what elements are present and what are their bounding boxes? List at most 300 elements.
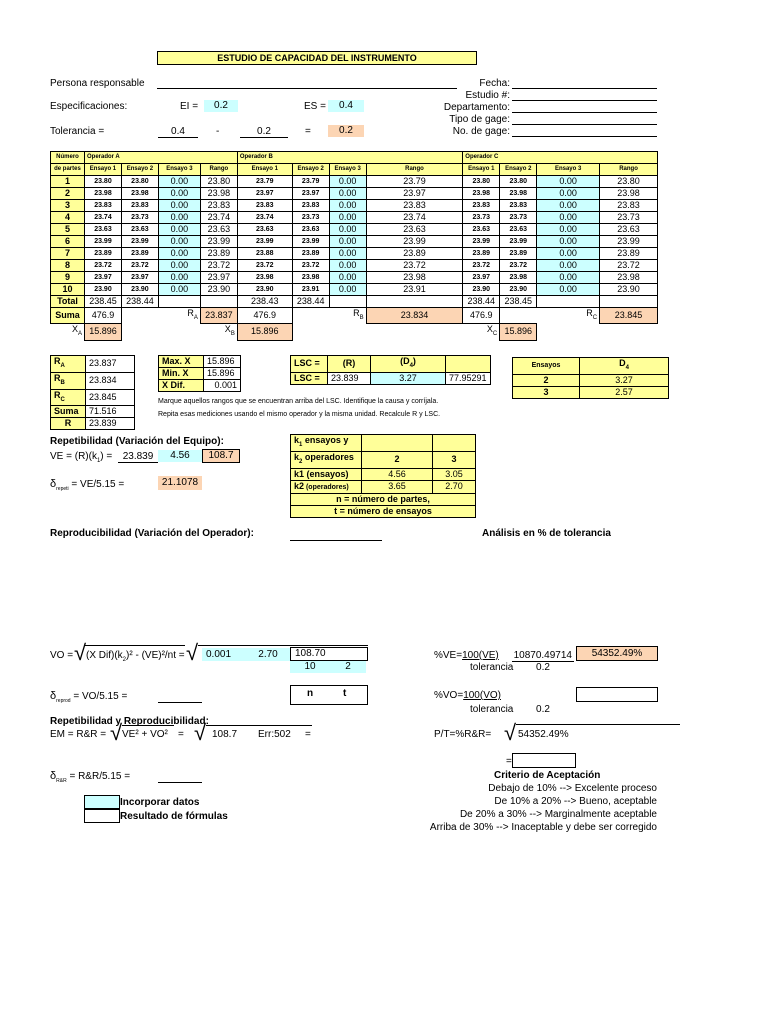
cell-cr: 23.98: [600, 272, 658, 284]
pve-label: %VE=100(VE): [434, 650, 499, 661]
cell-a3[interactable]: 0.00: [158, 188, 200, 200]
total-c1: 238.44: [463, 296, 500, 308]
sum-rb-value: 23.834: [86, 372, 135, 389]
sum-ra-label: $R_A$: [51, 356, 86, 373]
cell-n: 3: [51, 200, 85, 212]
cell-a1[interactable]: 23.80: [84, 176, 121, 188]
cell-a1[interactable]: 23.72: [84, 260, 121, 272]
criterio-1: Debajo de 10% --> Excelente proceso: [488, 783, 657, 794]
header-c-rango: Rango: [600, 164, 658, 176]
tipo-gage-line[interactable]: [512, 124, 657, 125]
lsc-result: 77.95291: [446, 372, 491, 384]
cell-b2[interactable]: 23.89: [292, 248, 329, 260]
cell-a1[interactable]: 23.74: [84, 212, 121, 224]
t-note: t = número de ensayos: [291, 505, 476, 517]
cell-c3[interactable]: 0.00: [537, 200, 600, 212]
cell-c3[interactable]: 0.00: [537, 176, 600, 188]
cell-c2[interactable]: 23.89: [500, 248, 537, 260]
cell-b3[interactable]: 0.00: [329, 260, 366, 272]
cell-a2[interactable]: 23.98: [121, 188, 158, 200]
table-row: [51, 224, 658, 236]
cell-b1[interactable]: 23.97: [237, 188, 292, 200]
vo-ve: 108.70: [290, 647, 368, 661]
cell-n: 4: [51, 212, 85, 224]
d4-header: $D_4$: [580, 358, 669, 375]
criterio-2: De 10% a 20% --> Bueno, aceptable: [494, 796, 657, 807]
sqrt-icon-5: √: [504, 720, 517, 745]
header-a-ensayo3: Ensayo 3: [158, 164, 200, 176]
d4-ensayos-header: Ensayos: [513, 358, 580, 375]
cell-c3[interactable]: 0.00: [537, 224, 600, 236]
pve-tol-value: 0.2: [536, 662, 550, 673]
cell-cr: 23.99: [600, 236, 658, 248]
cell-ar: 23.89: [200, 248, 237, 260]
header-b-ensayo3: Ensayo 3: [329, 164, 366, 176]
departamento-line[interactable]: [512, 112, 657, 113]
persona-label: Persona responsable: [50, 78, 145, 89]
cell-b2[interactable]: 23.63: [292, 224, 329, 236]
header-operador-b: Operador B: [237, 152, 462, 164]
vo-formula: (X $Dif)(k_2)^2 - (VE)^2/nt$ =: [86, 650, 185, 663]
cell-a1[interactable]: 23.97: [84, 272, 121, 284]
cell-n: 7: [51, 248, 85, 260]
tol-a: 0.4: [171, 126, 185, 137]
header-c-ensayo2: Ensayo 2: [500, 164, 537, 176]
ve-k-value[interactable]: 4.56: [158, 450, 202, 462]
especificaciones-label: Especificaciones:: [50, 101, 128, 112]
cell-a3[interactable]: 0.00: [158, 248, 200, 260]
cell-a2[interactable]: 23.97: [121, 272, 158, 284]
cell-c2[interactable]: 23.63: [500, 224, 537, 236]
suma-label: Suma: [51, 308, 85, 324]
cell-b3[interactable]: 0.00: [329, 212, 366, 224]
ei-label: EI =: [180, 101, 199, 112]
header-b-rango: Rango: [366, 164, 463, 176]
cell-c1[interactable]: 23.63: [463, 224, 500, 236]
cell-n: 1: [51, 176, 85, 188]
cell-c1[interactable]: 23.73: [463, 212, 500, 224]
d4-ensayo-2: 2: [513, 374, 580, 386]
cell-cr: 23.80: [600, 176, 658, 188]
cell-n: 6: [51, 236, 85, 248]
cell-b1[interactable]: 23.79: [237, 176, 292, 188]
delta-reprod: $\delta_{reprod} = VO/5.15$ =: [50, 690, 128, 704]
cell-c3[interactable]: 0.00: [537, 212, 600, 224]
lsc-table: [290, 355, 491, 385]
em-label: EM = R&R =: [50, 729, 107, 740]
cell-br: 23.74: [366, 212, 463, 224]
cell-c2[interactable]: 23.98: [500, 188, 537, 200]
header-c-ensayo3: Ensayo 3: [537, 164, 600, 176]
vo-k2[interactable]: 2.70: [246, 648, 290, 661]
pve-result: 54352.49%: [576, 646, 658, 661]
total-a1: 238.45: [84, 296, 121, 308]
cell-b1[interactable]: 23.63: [237, 224, 292, 236]
sum-r-value: 23.839: [86, 418, 135, 430]
sum-rc-label: $R_C$: [51, 389, 86, 406]
cell-a2[interactable]: 23.90: [121, 284, 158, 296]
cell-a1[interactable]: 23.99: [84, 236, 121, 248]
pt-eq: =: [506, 756, 512, 767]
cell-a2[interactable]: 23.99: [121, 236, 158, 248]
cell-c3[interactable]: 0.00: [537, 248, 600, 260]
cell-cr: 23.89: [600, 248, 658, 260]
table-row: [51, 260, 658, 272]
nt-box: n t: [290, 685, 368, 705]
cell-a2[interactable]: 23.83: [121, 200, 158, 212]
rr-err: Err:502: [258, 729, 291, 740]
no-gage-label: No. de gage:: [452, 126, 510, 137]
cell-c1[interactable]: 23.83: [463, 200, 500, 212]
cell-br: 23.63: [366, 224, 463, 236]
cell-b1[interactable]: 23.88: [237, 248, 292, 260]
header-numero: Número: [51, 152, 85, 164]
cell-c1[interactable]: 23.89: [463, 248, 500, 260]
rb-label: $R_B$: [353, 308, 364, 321]
k2-value-2: 3.65: [362, 480, 433, 493]
criterio-4: Arriba de 30% --> Inaceptable y debe ser corregido: [429, 822, 657, 833]
sum-r-label: R: [51, 418, 86, 430]
cell-ar: 23.80: [200, 176, 237, 188]
rr-title: Repetibilidad y Reproducibilidad:: [50, 716, 209, 727]
tol-minus: -: [216, 126, 220, 137]
suma-c: 476.9: [463, 308, 500, 324]
cell-b3[interactable]: 0.00: [329, 224, 366, 236]
lsc1-label: LSC =: [291, 356, 328, 373]
cell-c2[interactable]: 23.90: [500, 284, 537, 296]
rr-ve: 108.7: [212, 729, 238, 740]
cell-cr: 23.83: [600, 200, 658, 212]
estudio-line[interactable]: [512, 100, 657, 101]
cell-a2[interactable]: 23.73: [121, 212, 158, 224]
xdif-value: 0.001: [204, 380, 241, 392]
lsc-r-header: (R): [328, 356, 371, 373]
cell-b3[interactable]: 0.00: [329, 176, 366, 188]
legend-incorporar-swatch: [84, 795, 120, 809]
cell-a3[interactable]: 0.00: [158, 224, 200, 236]
xc-value: 15.896: [500, 324, 537, 340]
cell-c2[interactable]: 23.72: [500, 260, 537, 272]
cell-a3[interactable]: 0.00: [158, 200, 200, 212]
maxx-label: Max. X: [159, 356, 204, 368]
ve-r-value: 23.839: [122, 451, 154, 462]
header-operador-c: Operador C: [463, 152, 658, 164]
cell-b3[interactable]: 0.00: [329, 284, 366, 296]
cell-n: 10: [51, 284, 85, 296]
rr-eq: =: [178, 729, 184, 740]
cell-br: 23.89: [366, 248, 463, 260]
cell-c2[interactable]: 23.99: [500, 236, 537, 248]
header-b-ensayo2: Ensayo 2: [292, 164, 329, 176]
xb-label: $X_B$: [224, 324, 235, 338]
suma-b: 476.9: [237, 308, 292, 324]
total-label: Total: [51, 296, 85, 308]
ra-label: $R_A$: [187, 308, 198, 321]
cell-ar: 23.97: [200, 272, 237, 284]
cell-a1[interactable]: 23.89: [84, 248, 121, 260]
cell-b1[interactable]: 23.98: [237, 272, 292, 284]
header-operador-a: Operador A: [84, 152, 237, 164]
minx-value: 15.896: [204, 368, 241, 380]
ve-formula: VE = $(R)(k_1)$ =: [50, 451, 113, 464]
cell-c3[interactable]: 0.00: [537, 284, 600, 296]
k2-title: $k_2$ operadores: [291, 452, 362, 469]
maxx-value: 15.896: [204, 356, 241, 368]
cell-c1[interactable]: 23.80: [463, 176, 500, 188]
delta-reprod-result: [158, 702, 202, 703]
cell-n: 9: [51, 272, 85, 284]
note-1: Marque aquellos rangos que se encuentran arriba del LSC. Identifique la causa y corríjala.: [158, 398, 439, 405]
cell-br: 23.97: [366, 188, 463, 200]
cell-cr: 23.73: [600, 212, 658, 224]
pt-value: 54352.49%: [518, 729, 569, 740]
cell-c2[interactable]: 23.80: [500, 176, 537, 188]
d4-value-2: 3.27: [580, 374, 669, 386]
cell-c2[interactable]: 23.98: [500, 272, 537, 284]
rr-eq2: =: [305, 729, 311, 740]
d4-table: [512, 357, 669, 399]
k1-title: $k_1$ ensayos y: [291, 435, 362, 452]
cell-b2[interactable]: 23.79: [292, 176, 329, 188]
max-min-table: [158, 355, 241, 392]
cell-a2[interactable]: 23.63: [121, 224, 158, 236]
d4-value-3: 2.57: [580, 386, 669, 398]
summary-r-table: [50, 355, 135, 430]
cell-a3[interactable]: 0.00: [158, 176, 200, 188]
es-label: ES =: [304, 101, 326, 112]
rb-value: 23.834: [366, 308, 463, 324]
cell-c3[interactable]: 0.00: [537, 272, 600, 284]
k-table: [290, 434, 476, 518]
xa-value: 15.896: [84, 324, 121, 340]
cell-b2[interactable]: 23.91: [292, 284, 329, 296]
cell-b1[interactable]: 23.90: [237, 284, 292, 296]
legend-incorporar: Incorporar datos: [120, 797, 200, 808]
cell-c1[interactable]: 23.90: [463, 284, 500, 296]
vo-xdif[interactable]: 0.001: [202, 648, 246, 661]
cell-cr: 23.63: [600, 224, 658, 236]
cell-br: 23.99: [366, 236, 463, 248]
table-row: [51, 248, 658, 260]
total-c2: 238.45: [500, 296, 537, 308]
cell-br: 23.79: [366, 176, 463, 188]
table-row: [51, 212, 658, 224]
tipo-gage-label: Tipo de gage:: [449, 114, 510, 125]
sum-suma-value: 71.516: [86, 406, 135, 418]
es-input[interactable]: 0.4: [328, 100, 364, 112]
cell-a2[interactable]: 23.89: [121, 248, 158, 260]
page-title: ESTUDIO DE CAPACIDAD DEL INSTRUMENTO: [157, 51, 477, 65]
sqrt-icon: √: [74, 640, 87, 665]
fecha-label: Fecha:: [479, 78, 510, 89]
minx-label: Min. X: [159, 368, 204, 380]
delta-rr: $\delta_{R\&R}$ = R&R/5.15 =: [50, 770, 131, 784]
pve-num: 10870.49714: [513, 650, 572, 661]
cell-br: 23.72: [366, 260, 463, 272]
lsc-d4-header: $(D_4)$: [371, 356, 446, 373]
ra-value: 23.837: [200, 308, 237, 324]
lsc-d4-value[interactable]: 3.27: [371, 372, 446, 384]
pvo-tol-label: tolerancia: [470, 704, 514, 715]
rr-formula: VE² + VO²: [122, 729, 168, 740]
lsc-r-value: 23.839: [328, 372, 371, 384]
cell-a3[interactable]: 0.00: [158, 212, 200, 224]
cell-n: 8: [51, 260, 85, 272]
ve-result: 108.7: [202, 449, 240, 463]
suma-a: 476.9: [84, 308, 121, 324]
pvo-label: %VO=100(VO): [434, 690, 501, 701]
sqrt-icon-3: √: [110, 720, 123, 745]
delta-repeti-result: 21.1078: [158, 476, 202, 490]
ei-input[interactable]: 0.2: [204, 100, 238, 112]
k-col-3: 3: [433, 452, 476, 469]
header-b-ensayo1: Ensayo 1: [237, 164, 292, 176]
cell-ar: 23.74: [200, 212, 237, 224]
k2-label: k2 (operadores): [291, 480, 362, 493]
cell-b1[interactable]: 23.72: [237, 260, 292, 272]
cell-c1[interactable]: 23.97: [463, 272, 500, 284]
cell-b3[interactable]: 0.00: [329, 188, 366, 200]
k2-value-3: 2.70: [433, 480, 476, 493]
xb-value: 15.896: [237, 324, 292, 340]
pve-tol-label: tolerancia: [470, 662, 514, 673]
repetibilidad-title: Repetibilidad (Variación del Equipo):: [50, 436, 224, 447]
cell-c1[interactable]: 23.72: [463, 260, 500, 272]
cell-c1[interactable]: 23.98: [463, 188, 500, 200]
cell-a1[interactable]: 23.83: [84, 200, 121, 212]
xc-label: $X_C$: [486, 324, 498, 338]
cell-ar: 23.63: [200, 224, 237, 236]
tol-b: 0.2: [257, 126, 271, 137]
cell-b1[interactable]: 23.83: [237, 200, 292, 212]
pvo-result: [576, 687, 658, 702]
vo-t[interactable]: 2: [330, 661, 366, 673]
cell-b2[interactable]: 23.99: [292, 236, 329, 248]
cell-a2[interactable]: 23.80: [121, 176, 158, 188]
lsc2-label: LSC =: [291, 372, 328, 384]
cell-a3[interactable]: 0.00: [158, 236, 200, 248]
cell-b2[interactable]: 23.72: [292, 260, 329, 272]
d4-ensayo-3: 3: [513, 386, 580, 398]
n-note: n = número de partes,: [291, 493, 476, 505]
k-col-2: 2: [362, 452, 433, 469]
pvo-tol-value: 0.2: [536, 704, 550, 715]
tol-result: 0.2: [328, 125, 364, 137]
pt-result-box: [512, 753, 576, 768]
cell-a3[interactable]: 0.00: [158, 284, 200, 296]
cell-br: 23.91: [366, 284, 463, 296]
delta-rr-result: [158, 782, 202, 783]
table-row: [51, 188, 658, 200]
xdif-label: X Dif.: [159, 380, 204, 392]
no-gage-line[interactable]: [512, 136, 657, 137]
sqrt-icon-4: √: [194, 720, 207, 745]
cell-n: 5: [51, 224, 85, 236]
cell-ar: 23.98: [200, 188, 237, 200]
analisis-title: Análisis en % de tolerancia: [482, 528, 611, 539]
cell-b3[interactable]: 0.00: [329, 248, 366, 260]
tol-eq: =: [305, 126, 311, 137]
cell-b2[interactable]: 23.83: [292, 200, 329, 212]
cell-ar: 23.83: [200, 200, 237, 212]
k1-label: k1 (ensayos): [291, 468, 362, 480]
header-c-ensayo1: Ensayo 1: [463, 164, 500, 176]
legend-resultado-swatch: [84, 809, 120, 823]
cell-b1[interactable]: 23.74: [237, 212, 292, 224]
cell-ar: 23.90: [200, 284, 237, 296]
cell-c1[interactable]: 23.99: [463, 236, 500, 248]
cell-c3[interactable]: 0.00: [537, 188, 600, 200]
reproducibilidad-title: Reproducibilidad (Variación del Operador):: [50, 528, 254, 539]
cell-b3[interactable]: 0.00: [329, 200, 366, 212]
cell-a3[interactable]: 0.00: [158, 272, 200, 284]
cell-c3[interactable]: 0.00: [537, 236, 600, 248]
table-row: [51, 272, 658, 284]
rc-label: $R_C$: [586, 308, 598, 321]
cell-a1[interactable]: 23.98: [84, 188, 121, 200]
table-row: [51, 200, 658, 212]
total-a2: 238.44: [121, 296, 158, 308]
xa-label: $X_A$: [71, 324, 82, 338]
criterio-title: Criterio de Aceptación: [494, 770, 601, 781]
cell-br: 23.83: [366, 200, 463, 212]
cell-b3[interactable]: 0.00: [329, 236, 366, 248]
cell-c2[interactable]: 23.83: [500, 200, 537, 212]
delta-repeti: $\delta_{repeti} = VE/5.15$ =: [50, 478, 125, 492]
departamento-label: Departamento:: [443, 102, 510, 113]
main-data-table: [50, 151, 658, 341]
sum-rc-value: 23.845: [86, 389, 135, 406]
cell-ar: 23.72: [200, 260, 237, 272]
sum-rb-label: $R_B$: [51, 372, 86, 389]
cell-b2[interactable]: 23.97: [292, 188, 329, 200]
table-row: [51, 284, 658, 296]
k1-value-3: 3.05: [433, 468, 476, 480]
cell-b2[interactable]: 23.98: [292, 272, 329, 284]
cell-b1[interactable]: 23.99: [237, 236, 292, 248]
vo-n[interactable]: 10: [290, 661, 330, 673]
tolerancia-label: Tolerancia =: [50, 126, 105, 137]
header-a-rango: Rango: [200, 164, 237, 176]
cell-b2[interactable]: 23.73: [292, 212, 329, 224]
cell-cr: 23.72: [600, 260, 658, 272]
cell-a1[interactable]: 23.63: [84, 224, 121, 236]
header-a-ensayo1: Ensayo 1: [84, 164, 121, 176]
cell-a3[interactable]: 0.00: [158, 260, 200, 272]
cell-a1[interactable]: 23.90: [84, 284, 121, 296]
note-2: Repita esas mediciones usando el mismo operador y la misma unidad. Recalcule R y LSC.: [158, 411, 441, 418]
table-row: [51, 176, 658, 188]
fecha-line[interactable]: [512, 88, 657, 89]
cell-cr: 23.98: [600, 188, 658, 200]
pt-label: P/T=%R&R=: [434, 729, 492, 740]
rc-value: 23.845: [600, 308, 658, 324]
header-a-ensayo2: Ensayo 2: [121, 164, 158, 176]
table-row: [51, 236, 658, 248]
sum-ra-value: 23.837: [86, 356, 135, 373]
cell-ar: 23.99: [200, 236, 237, 248]
cell-c3[interactable]: 0.00: [537, 260, 600, 272]
vo-label: VO =: [50, 650, 74, 661]
header-partes: de partes: [51, 164, 85, 176]
legend-resultado: Resultado de fórmulas: [120, 811, 228, 822]
cell-a2[interactable]: 23.72: [121, 260, 158, 272]
cell-c2[interactable]: 23.73: [500, 212, 537, 224]
criterio-3: De 20% a 30% --> Marginalmente aceptable: [459, 809, 657, 820]
sqrt-icon-2: √: [186, 640, 199, 665]
cell-b3[interactable]: 0.00: [329, 272, 366, 284]
estudio-label: Estudio #:: [465, 90, 510, 101]
